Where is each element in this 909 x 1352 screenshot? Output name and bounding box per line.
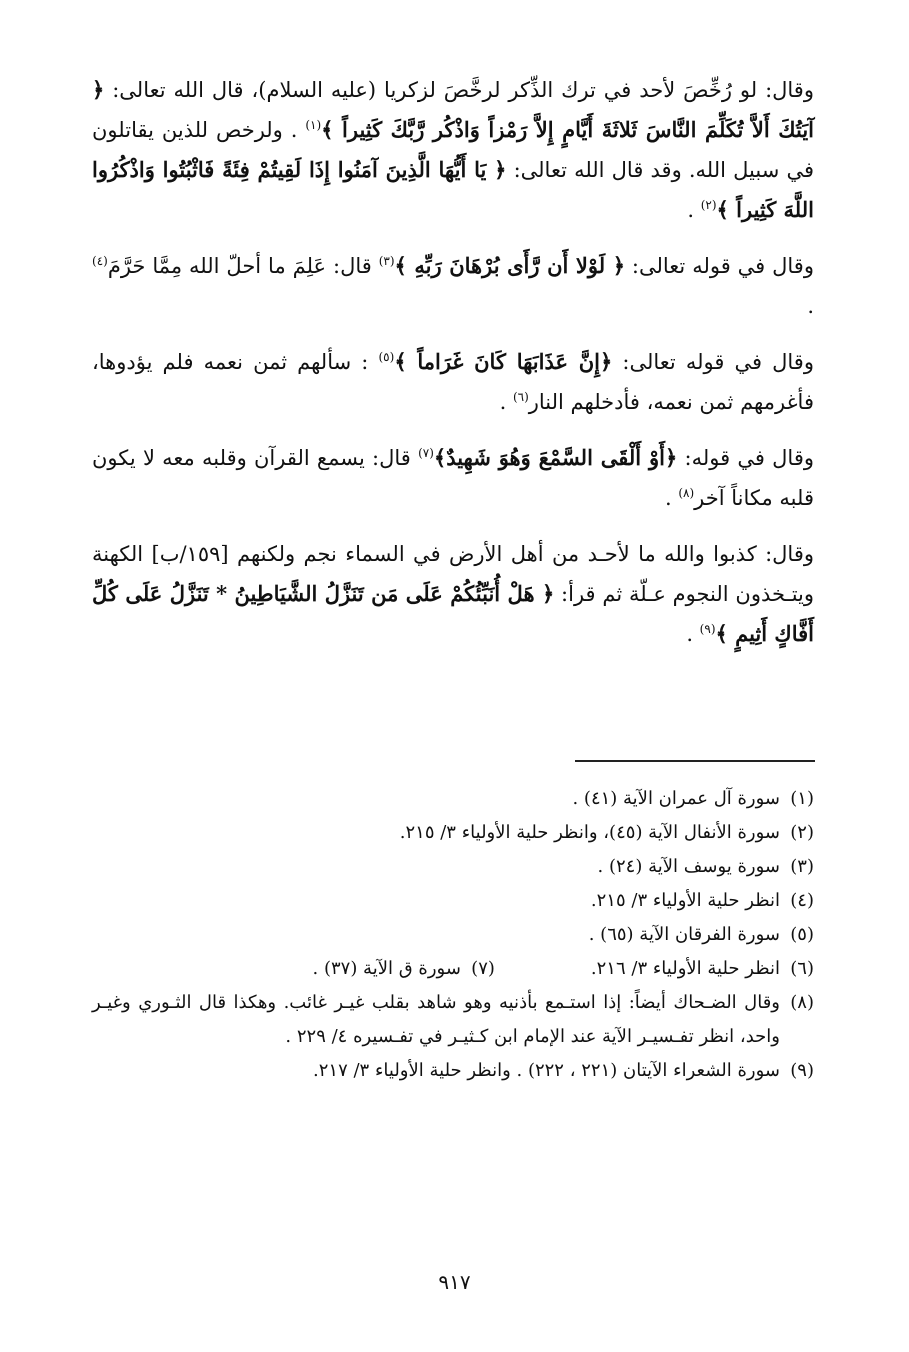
- footnote-ref: (٣): [378, 254, 395, 268]
- paragraph-text: وقال في قوله تعالى:: [625, 254, 814, 278]
- body-paragraph: [92, 342, 814, 422]
- footnote-5: [92, 918, 814, 952]
- page-number: ٩١٧: [438, 1270, 471, 1294]
- footnote-text: انظر حلية الأولياء ٣/ ٢١٦.: [590, 958, 780, 979]
- quran-verse: ﴿ يَا أَيُّهَا الَّذِينَ آمَنُوا إِذَا لَقِيتُمْ فِئَةً فَاثْبُتُوا وَاذْكُرُوا اللَّهَ كَثِيراً ﴾: [92, 157, 814, 222]
- footnote-ref: (٦): [512, 390, 529, 404]
- footnote-text: سورة الأنفال الآية (٤٥)، وانظر حلية الأولياء ٣/ ٢١٥.: [399, 822, 780, 843]
- footnotes: [92, 782, 814, 1088]
- paragraph-text: وقال: كذبوا والله ما لأحـد من أهل الأرض في السماء نجم ولكنهم [١٥٩/ب] الكهنة ويتـخذون النجوم عـلّة ثم قرأ:: [92, 542, 815, 606]
- footnote-8: [92, 986, 814, 1054]
- footnote-ref: (٧): [418, 446, 434, 460]
- paragraph-text: : سألهم ثمن نعمه فلم يؤدوها، فأغرمهم ثمن نعمه، فأدخلهم النار: [92, 350, 814, 414]
- footnote-text: وقال الضـحاك أيضاً: إذا استـمع بأذنيه وهو شاهد بقلب غيـر غائب. وهكذا قال الثـوري وغيـر واحد، انظر تفـسيـر الآية عند الإمام ابن كـثيـر في تفـسيره ٤/ ٢٢٩ .: [92, 992, 780, 1047]
- footnote-1: [92, 782, 814, 816]
- paragraph-text: وقال في قوله تعالى:: [612, 350, 814, 374]
- footnote-2: [92, 816, 814, 850]
- quran-verse: ﴿أَوْ أَلْقَى السَّمْعَ وَهُوَ شَهِيدٌ﴾: [433, 445, 678, 470]
- footnote-3: [92, 850, 814, 884]
- footnote-text: سورة الفرقان الآية (٦٥) .: [588, 924, 780, 945]
- paragraph-text: .: [664, 486, 679, 510]
- body-paragraph: [92, 534, 814, 654]
- footnote-text: سورة ق الآية (٣٧) .: [312, 958, 461, 979]
- quran-verse: ﴿إِنَّ عَذَابَهَا كَانَ غَرَاماً ﴾: [394, 349, 613, 374]
- footnote-number: (١): [790, 788, 814, 809]
- quran-verse: ﴿ آيَتُكَ أَلاَّ تُكَلِّمَ النَّاسَ ثَلاثَةَ أَيَّامٍ إِلاَّ رَمْزاً وَاذْكُر رَّبَّكَ كَثِيراً ﴾: [92, 77, 814, 142]
- footnote-number: (٥): [790, 924, 814, 945]
- footnote-number: (٨): [790, 992, 814, 1013]
- footnote-divider: [575, 760, 815, 762]
- paragraph-text: قال: يسمع القرآن وقلبه معه لا يكون قلبه مكاناً آخر: [92, 446, 814, 510]
- footnote-ref: (٤): [92, 254, 108, 268]
- footnote-text: سورة الشعراء الآيتان (٢٢١ ، ٢٢٢) . وانظر حلية الأولياء ٣/ ٢١٧.: [313, 1060, 780, 1081]
- paragraph-text: .: [807, 294, 814, 318]
- paragraph-text: وقال: لو رُخِّصَ لأحد في ترك الذِّكر لرخَّصَ لزكريا (عليه السلام)، قال الله تعالى:: [104, 78, 814, 102]
- footnote-6: [591, 952, 814, 986]
- footnote-number: (٧): [471, 958, 495, 979]
- quran-verse: ﴿ هَلْ أُنَبِّئُكُمْ عَلَى مَن تَنَزَّلُ الشَّيَاطِينُ * تَنَزَّلُ عَلَى كُلِّ أَفَّاكٍ أَثِيمٍ ﴾: [92, 581, 814, 646]
- body-paragraph: [92, 438, 814, 518]
- main-text: [92, 70, 814, 670]
- footnote-text: سورة يوسف الآية (٢٤) .: [597, 856, 780, 877]
- footnote-ref: (٩): [699, 622, 716, 636]
- footnote-number: (٢): [790, 822, 814, 843]
- footnote-number: (٦): [790, 958, 814, 979]
- footnote-number: (٩): [790, 1060, 814, 1081]
- quran-verse: ﴿ لَوْلا أَن رَّأَى بُرْهَانَ رَبِّهِ ﴾: [394, 253, 625, 278]
- footnote-text: سورة آل عمران الآية (٤١) .: [572, 788, 780, 809]
- footnote-7: [313, 952, 495, 986]
- paragraph-text: .: [499, 390, 513, 414]
- body-paragraph: [92, 246, 814, 326]
- footnote-ref: (١): [305, 118, 322, 132]
- footnote-row-6-7: [92, 952, 814, 986]
- paragraph-text: .: [686, 622, 700, 646]
- footnote-number: (٤): [790, 890, 814, 911]
- footnote-9: [92, 1054, 814, 1088]
- footnote-4: [92, 884, 814, 918]
- paragraph-text: قال: عَلِمَ ما أحلّ الله مِمَّا حَرَّمَ: [107, 254, 379, 278]
- paragraph-text: .: [687, 198, 701, 222]
- paragraph-text: وقال في قوله:: [677, 446, 814, 470]
- body-paragraph: [92, 70, 814, 230]
- footnote-number: (٣): [790, 856, 814, 877]
- footnote-ref: (٢): [700, 198, 717, 212]
- footnote-ref: (٨): [678, 486, 695, 500]
- footnote-text: انظر حلية الأولياء ٣/ ٢١٥.: [590, 890, 780, 911]
- paragraph-text: . ولرخص للذين يقاتلون في سبيل الله. وقد قال الله تعالى:: [92, 118, 814, 182]
- footnote-ref: (٥): [378, 350, 395, 364]
